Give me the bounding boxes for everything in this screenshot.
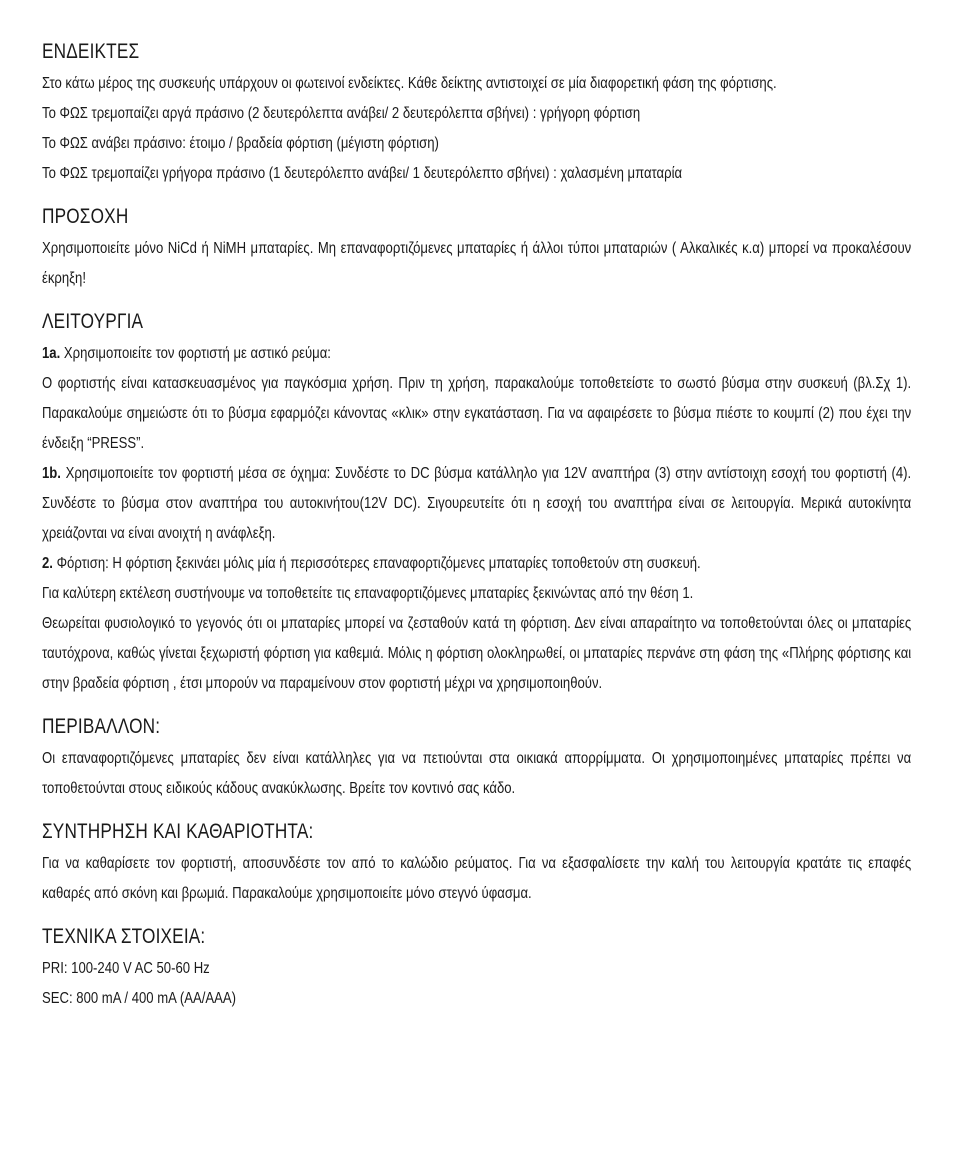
specs-heading: ΤΕΧΝΙΚΑ ΣΤΟΙΧΕΙΑ: xyxy=(42,925,206,948)
operation-1a-body: Ο φορτιστής είναι κατασκευασμένος για παγκόσμια χρήση. Πριν τη χρήση, παρακαλούμε τοποθετείστε το σωστό βύσμα στην συσκευή (βλ.Σχ 1). Παρακαλούμε σημειώστε ότι το βύσμα εφαρμόζει κάνοντας «κλικ» στην εγκατάσταση. Για να αφαιρέσετε το βύσμα πιέστε το κουμπί (2) που έχει την ένδειξη “PRESS”. xyxy=(42,375,912,452)
specs-section xyxy=(42,923,912,1014)
environment-text: Οι επαναφορτιζόμενες μπαταρίες δεν είναι κατάλληλες για να πετιούνται στα οικιακά απορρίμματα. Οι χρησιμοποιημένες μπαταρίες πρέπει να τοποθετούνται στους ειδικούς κάδους ανακύκλωσης. Βρείτε τον κοντινό σας κάδο. xyxy=(42,750,912,797)
operation-1a-label: 1a. xyxy=(42,345,61,362)
operation-1b-text: Χρησιμοποιείτε τον φορτιστή μέσα σε όχημα: Συνδέστε το DC βύσμα κατάλληλο για 12V αναπτήρα (3) στην αντίστοιχη εσοχή του φορτιστή (4). Συνδέστε το βύσμα στον αναπτήρα του αυτοκινήτου(12V DC). Σιγουρευτείτε ότι η εσοχή του αναπτήρα είναι σε λειτουργία. Μερικά αυτοκίνητα χρειάζονται να είναι ανοιχτή η ανάφλεξη. xyxy=(42,465,912,542)
operation-position-note: Για καλύτερη εκτέλεση συστήνουμε να τοποθετείτε τις επαναφορτιζόμενες μπαταρίες ξεκινώντας από την θέση 1. xyxy=(42,585,694,602)
maintenance-heading: ΣΥΝΤΗΡΗΣΗ ΚΑΙ ΚΑΘΑΡΙΟΤΗΤΑ: xyxy=(42,820,314,843)
indicators-section xyxy=(42,38,912,189)
environment-section xyxy=(42,713,912,804)
operation-2-label: 2. xyxy=(42,555,53,572)
operation-1b-label: 1b. xyxy=(42,465,61,482)
operation-section xyxy=(42,308,912,699)
operation-heating-paragraph: Θεωρείται φυσιολογικό το γεγονός ότι οι μπαταρίες μπορεί να ζεσταθούν κατά τη φόρτιση. Δεν είναι απαραίτητο να τοποθετούνται όλες οι μπαταρίες ταυτόχρονα, καθώς γίνεται ξεχωριστή φόρτιση για καθεμιά. Μόλις η φόρτιση ολοκληρωθεί, οι μπαταρίες περνάνε στη φάση της «Πλήρης φόρτισης και στην βραδεία φόρτιση , έτσι μπορούν να παραμείνουν στον φορτιστή μέχρι να χρησιμοποιηθούν. xyxy=(42,615,912,692)
spec-primary: PRI: 100-240 V AC 50-60 Hz xyxy=(42,960,210,977)
indicators-heading: ΕΝΔΕΙΚΤΕΣ xyxy=(42,40,140,63)
indicator-line-steady: Το ΦΩΣ ανάβει πράσινο: έτοιμο / βραδεία φόρτιση (μέγιστη φόρτιση) xyxy=(42,135,439,152)
operation-1a-text: Χρησιμοποιείτε τον φορτιστή με αστικό ρεύμα: xyxy=(60,345,331,362)
operation-2-line xyxy=(42,549,755,579)
indicator-line-slow-blink: Το ΦΩΣ τρεμοπαίζει αργά πράσινο (2 δευτερόλεπτα ανάβει/ 2 δευτερόλεπτα σβήνει) : γρήγορη φόρτιση xyxy=(42,105,641,122)
indicators-intro: Στο κάτω μέρος της συσκευής υπάρχουν οι φωτεινοί ενδείκτες. Κάθε δείκτης αντιστοιχεί σε μία διαφορετική φάση της φόρτισης. xyxy=(42,75,777,92)
caution-section xyxy=(42,203,912,294)
environment-heading: ΠΕΡΙΒΑΛΛΟΝ: xyxy=(42,715,161,738)
indicator-line-fast-blink: Το ΦΩΣ τρεμοπαίζει γρήγορα πράσινο (1 δευτερόλεπτο ανάβει/ 1 δευτερόλεπτο σβήνει) : χαλασμένη μπαταρία xyxy=(42,165,683,182)
operation-1a-line xyxy=(42,339,755,369)
operation-2-text: Φόρτιση: Η φόρτιση ξεκινάει μόλις μία ή περισσότερες επαναφορτιζόμενες μπαταρίες τοποθετούν στη συσκευή. xyxy=(52,555,701,572)
caution-heading: ΠΡΟΣΟΧΗ xyxy=(42,205,129,228)
operation-heading: ΛΕΙΤΟΥΡΓΙΑ xyxy=(42,310,144,333)
operation-1b-paragraph xyxy=(42,459,911,549)
caution-text: Χρησιμοποιείτε μόνο NiCd ή NiMH μπαταρίες. Μη επαναφορτιζόμενες μπαταρίες ή άλλοι τύποι μπαταριών ( Αλκαλικές κ.α) μπορεί να προκαλέσουν έκρηξη! xyxy=(42,240,912,287)
spec-secondary: SEC: 800 mA / 400 mA (AA/AAA) xyxy=(42,990,236,1007)
manual-page xyxy=(42,38,912,1028)
maintenance-section xyxy=(42,818,912,909)
maintenance-text: Για να καθαρίσετε τον φορτιστή, αποσυνδέστε τον από το καλώδιο ρεύματος. Για να εξασφαλίσετε την καλή του λειτουργία κρατάτε τις επαφές καθαρές από σκόνη και βρωμιά. Παρακαλούμε χρησιμοποιείτε μόνο στεγνό ύφασμα. xyxy=(42,855,912,902)
